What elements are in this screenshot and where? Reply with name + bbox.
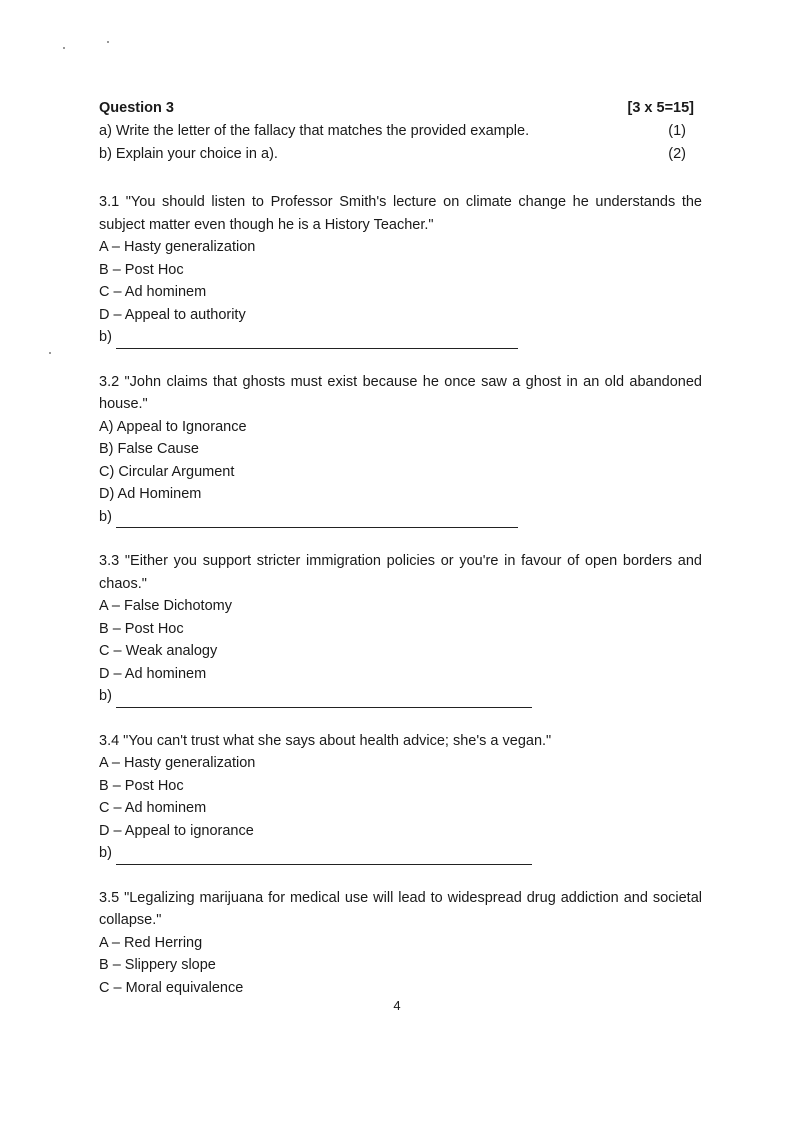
answer-label: b) bbox=[99, 845, 112, 861]
option-c: C) Circular Argument bbox=[99, 463, 235, 480]
option-d: D – Appeal to authority bbox=[99, 306, 246, 323]
option-a: A – Hasty generalization bbox=[99, 239, 256, 255]
instruction-a-row bbox=[99, 123, 702, 146]
question-3-4 bbox=[99, 730, 702, 865]
option-c: C – Moral equivalence bbox=[99, 979, 244, 996]
question-stem: 3.5 "Legalizing marijuana for medical use will lead to widespread drug addiction and societal collapse." bbox=[99, 889, 702, 928]
answer-blank[interactable] bbox=[116, 691, 532, 708]
option-d: D – Appeal to ignorance bbox=[99, 822, 254, 839]
option-b: B – Slippery slope bbox=[99, 957, 216, 973]
option-b: B – Post Hoc bbox=[99, 261, 184, 278]
page-number: 4 bbox=[393, 998, 401, 1013]
question-3-2 bbox=[99, 371, 702, 529]
question-3-5 bbox=[99, 887, 702, 1000]
option-d: D) Ad Hominem bbox=[99, 486, 202, 502]
question-header bbox=[99, 100, 702, 123]
instruction-a: a) Write the letter of the fallacy that matches the provided example. bbox=[99, 123, 530, 139]
total-marks: [3 x 5=15] bbox=[627, 100, 694, 116]
option-c: C – Ad hominem bbox=[99, 284, 207, 300]
option-a: A – False Dichotomy bbox=[99, 598, 232, 614]
option-a: A) Appeal to Ignorance bbox=[99, 418, 247, 435]
answer-blank[interactable] bbox=[116, 332, 518, 349]
option-b: B – Post Hoc bbox=[99, 620, 184, 637]
answer-blank[interactable] bbox=[116, 848, 532, 865]
answer-line-row bbox=[99, 506, 702, 529]
instruction-b-row bbox=[99, 146, 702, 169]
question-stem: 3.3 "Either you support stricter immigration policies or you're in favour of open borders and chaos." bbox=[99, 553, 702, 592]
option-c: C – Ad hominem bbox=[99, 800, 207, 816]
answer-line-row bbox=[99, 326, 702, 349]
option-d: D – Ad hominem bbox=[99, 665, 207, 682]
question-3-1 bbox=[99, 191, 702, 349]
question-stem: 3.2 "John claims that ghosts must exist because he once saw a ghost in an old abandoned house." bbox=[99, 373, 702, 412]
instruction-b: b) Explain your choice in a). bbox=[99, 146, 278, 162]
option-c: C – Weak analogy bbox=[99, 643, 218, 659]
answer-blank[interactable] bbox=[116, 511, 518, 528]
points-a: (1) bbox=[668, 123, 686, 139]
option-a: A – Hasty generalization bbox=[99, 755, 256, 771]
answer-label: b) bbox=[99, 329, 112, 345]
question-title: Question 3 bbox=[99, 100, 174, 116]
option-b: B) False Cause bbox=[99, 441, 199, 457]
question-stem: 3.4 "You can't trust what she says about health advice; she's a vegan." bbox=[99, 732, 552, 749]
points-b: (2) bbox=[668, 146, 686, 162]
question-3-3 bbox=[99, 550, 702, 708]
question-stem: 3.1 "You should listen to Professor Smith's lecture on climate change he understands the subject matter even though he is a History Teacher." bbox=[99, 194, 702, 233]
answer-line-row bbox=[99, 685, 702, 708]
question-page bbox=[99, 100, 702, 999]
answer-label: b) bbox=[99, 508, 112, 525]
answer-line-row bbox=[99, 842, 702, 865]
answer-label: b) bbox=[99, 688, 112, 704]
option-a: A – Red Herring bbox=[99, 934, 203, 951]
option-b: B – Post Hoc bbox=[99, 777, 184, 794]
